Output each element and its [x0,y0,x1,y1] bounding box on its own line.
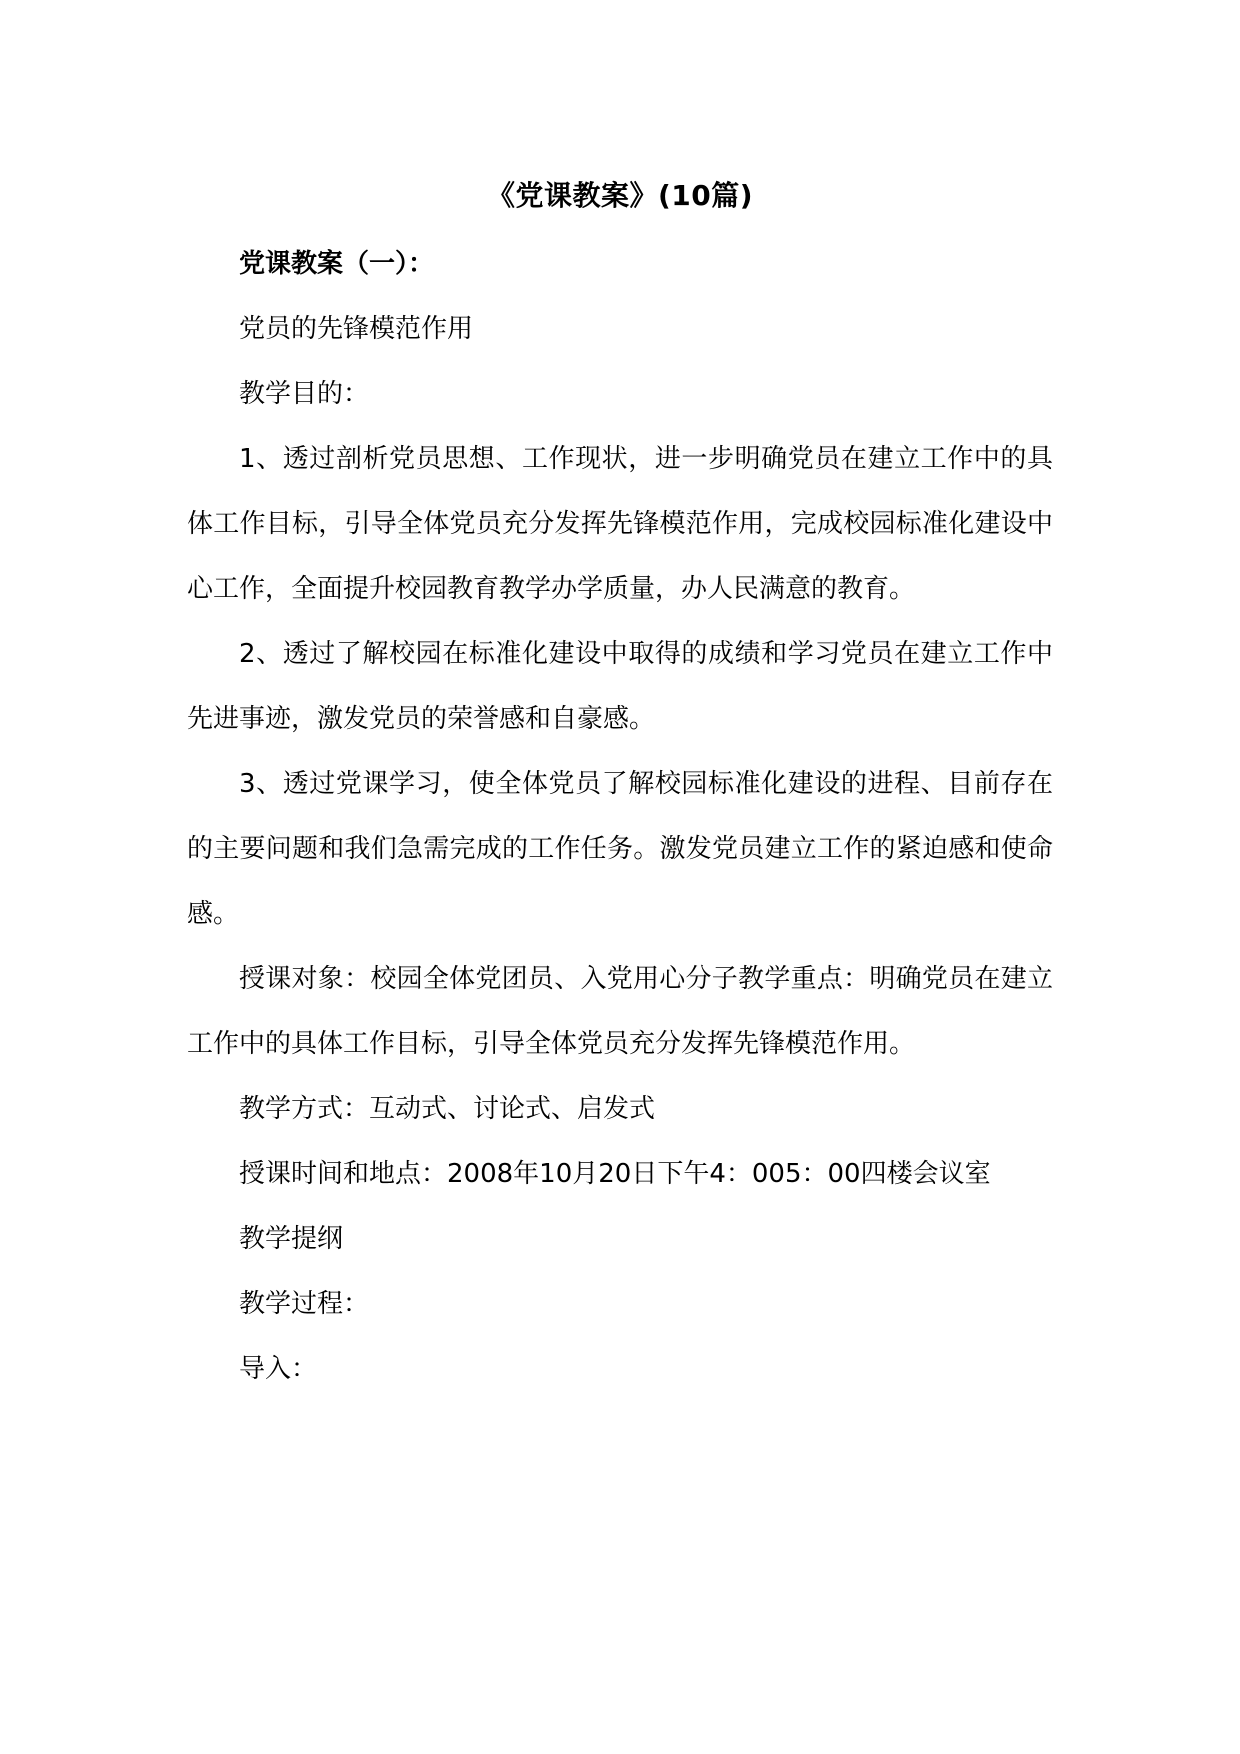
teaching-goal-1: 1、透过剖析党员思想、工作现状，进一步明确党员在建立工作中的具体工作目标，引导全体党员充分发挥先锋模范作用，完成校园标准化建设中心工作，全面提升校园教育教学办学质量，办人民满意的教育。 [187,444,1053,604]
teaching-process: 教学过程： [239,1289,370,1319]
teaching-outline: 教学提纲 [239,1224,344,1254]
teaching-method: 教学方式：互动式、讨论式、启发式 [239,1094,656,1124]
lesson-topic: 党员的先锋模范作用 [239,314,474,344]
section-subtitle: 党课教案（一）： [239,249,435,279]
document-body [187,168,1053,1402]
teaching-goal-3: 3、透过党课学习，使全体党员了解校园标准化建设的进程、目前存在的主要问题和我们急需完成的工作任务。激发党员建立工作的紧迫感和使命感。 [187,769,1053,929]
teaching-goal-2: 2、透过了解校园在标准化建设中取得的成绩和学习党员在建立工作中先进事迹，激发党员的荣誉感和自豪感。 [187,639,1053,734]
audience-paragraph: 授课对象：校园全体党团员、入党用心分子教学重点：明确党员在建立工作中的具体工作目标，引导全体党员充分发挥先锋模范作用。 [187,964,1053,1059]
document-title: 《党课教案》(10篇) [486,179,754,212]
introduction-heading: 导入： [239,1354,318,1384]
time-and-place: 授课时间和地点：2008年10月20日下午4：005：00四楼会议室 [239,1159,991,1189]
teaching-goal-heading: 教学目的： [239,379,370,409]
